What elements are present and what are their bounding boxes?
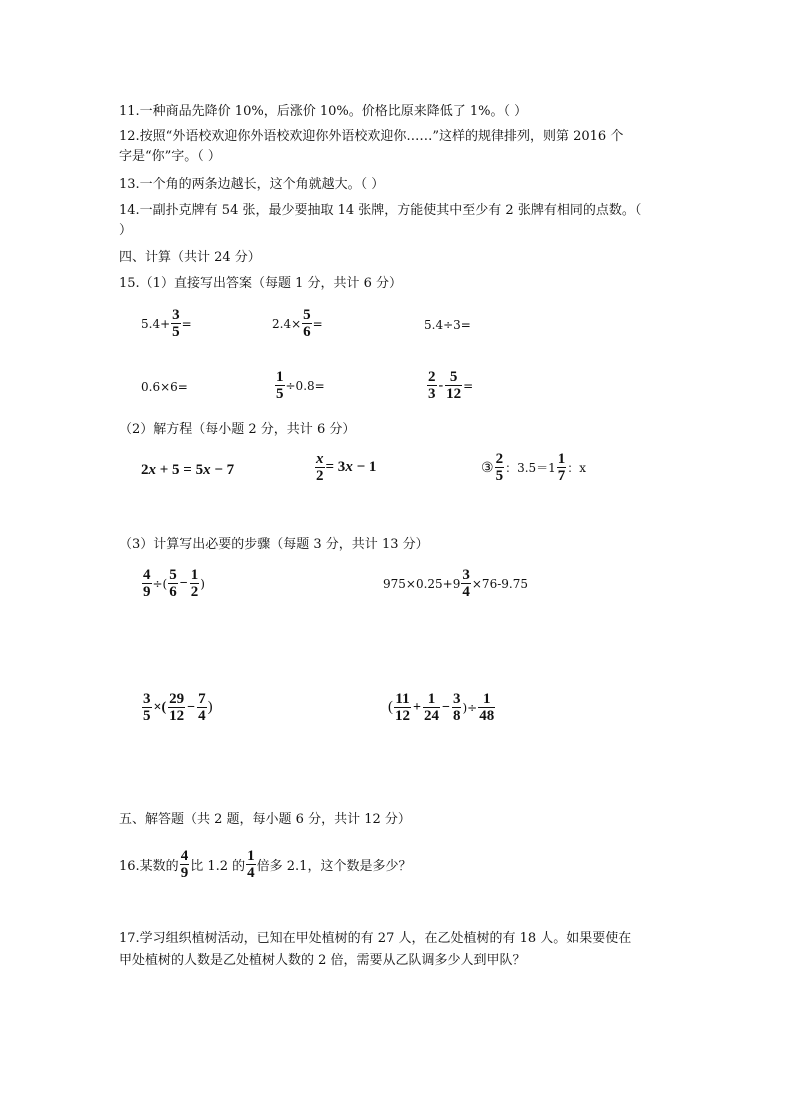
fraction: $\frac{1}{4}$ [247,848,255,881]
equation-1 [141,462,234,479]
fraction: $\frac{2}{3}$ [428,369,436,402]
expr-text: ×76-9.75 [471,576,528,591]
fraction: $\frac{7}{4}$ [198,691,206,724]
expr-text: = [463,378,474,393]
fraction: $\frac{1}{2}$ [190,567,199,600]
question-12-line2: 字是“你”字。（ ） [119,149,221,164]
fraction: $\frac{29}{12}$ [169,691,185,724]
section-5-heading: 五、解答题（共 2 题，每小题 6 分，共计 12 分） [119,812,411,827]
calc-3 [141,691,213,724]
fraction: $\frac{5}{12}$ [446,369,462,402]
calc-2 [383,567,528,600]
question-16 [119,848,411,881]
operator: ×( [153,699,167,715]
calc-1 [141,567,205,600]
expr-text: ) [207,699,213,715]
expr-text: ：x [567,461,587,475]
expr-3 [424,318,471,332]
expr-text: ) [200,576,205,591]
expr-6 [426,369,473,402]
part-2-heading: （2）解方程（每小题 2 分，共计 6 分） [119,422,356,437]
equation-text: = 3x − 1 [325,459,377,475]
fraction: $\frac{3}{5}$ [172,307,180,340]
expr-text: ：3.5＝1 [505,461,556,475]
expr-2 [272,307,323,340]
fraction: $\frac{1}{5}$ [276,369,284,402]
question-17-line2: 甲处植树的人数是乙处植树人数的 2 倍，需要从乙队调多少人到甲队？ [119,953,526,968]
fraction: $\frac{3}{4}$ [462,567,470,600]
operator: − [441,699,450,715]
fraction: $\frac{4}{9}$ [180,848,189,881]
fraction: $\frac{5}{6}$ [169,567,177,600]
expr-1 [141,307,192,340]
expr-text: 975×0.25+9 [383,576,461,591]
part-3-heading: （3）计算写出必要的步骤（每题 3 分，共计 13 分） [119,537,429,552]
expr-4 [141,380,188,394]
circled-number: ③ [481,459,494,476]
equation-text: 2x + 5 = 5x − 7 [141,462,235,478]
expr-text: = [312,316,323,331]
question-14-line2: ） [119,223,133,238]
question-text: 比 1.2 的 [190,859,246,874]
question-14-line1: 14.一副扑克牌有 54 张，最少要抽取 14 张牌，方能使其中至少有 2 张牌有相同的点数。（ [119,203,642,218]
operator: + [413,699,421,715]
question-13: 13.一个角的两条边越长，这个角就越大。（ ） [119,177,385,192]
question-text: 倍多 2.1，这个数是多少？ [256,859,412,874]
fraction: $\frac{11}{12}$ [395,691,410,724]
expr-5 [274,369,325,402]
fraction: $\frac{x}{2}$ [316,451,324,484]
expr-text: )÷ [462,700,478,715]
question-12-line1: 12.按照“外语校欢迎你外语校欢迎你外语校欢迎你……”这样的规律排列，则第 2016 个 [119,129,624,144]
operator: − [179,575,188,591]
expr-text: ÷( [152,576,168,591]
question-text: 16.某数的 [119,859,179,874]
fraction: $\frac{2}{5}$ [495,451,504,484]
fraction: $\frac{1}{7}$ [557,451,566,484]
equation-2 [314,451,376,484]
equation-3 [481,451,586,484]
expr-text: ÷0.8= [285,378,325,393]
fraction: $\frac{1}{24}$ [423,691,439,724]
fraction: $\frac{1}{48}$ [479,691,495,724]
expr-text: 5.4÷3= [424,318,471,332]
fraction: $\frac{3}{8}$ [452,691,461,724]
part-1-heading: 15.（1）直接写出答案（每题 1 分，共计 6 分） [119,276,403,291]
question-17-line1: 17.学习组织植树活动，已知在甲处植树的有 27 人，在乙处植树的有 18 人。如果要使在 [119,931,632,946]
fraction: $\frac{5}{6}$ [303,307,311,340]
operator: − [187,699,196,715]
fraction: $\frac{3}{5}$ [143,691,151,724]
expr-text: 5.4+ [141,316,171,331]
expr-text: 0.6×6= [141,380,188,394]
expr-text: = [181,316,192,331]
section-4-heading: 四、计算（共计 24 分） [119,250,261,265]
expr-text: 2.4× [272,316,302,331]
calc-4 [388,691,496,724]
expr-text: ( [388,699,393,715]
question-11: 11.一种商品先降价 10%，后涨价 10%。价格比原来降低了 1%。（ ） [119,104,528,119]
operator: - [438,377,444,393]
fraction: $\frac{4}{9}$ [143,567,151,600]
